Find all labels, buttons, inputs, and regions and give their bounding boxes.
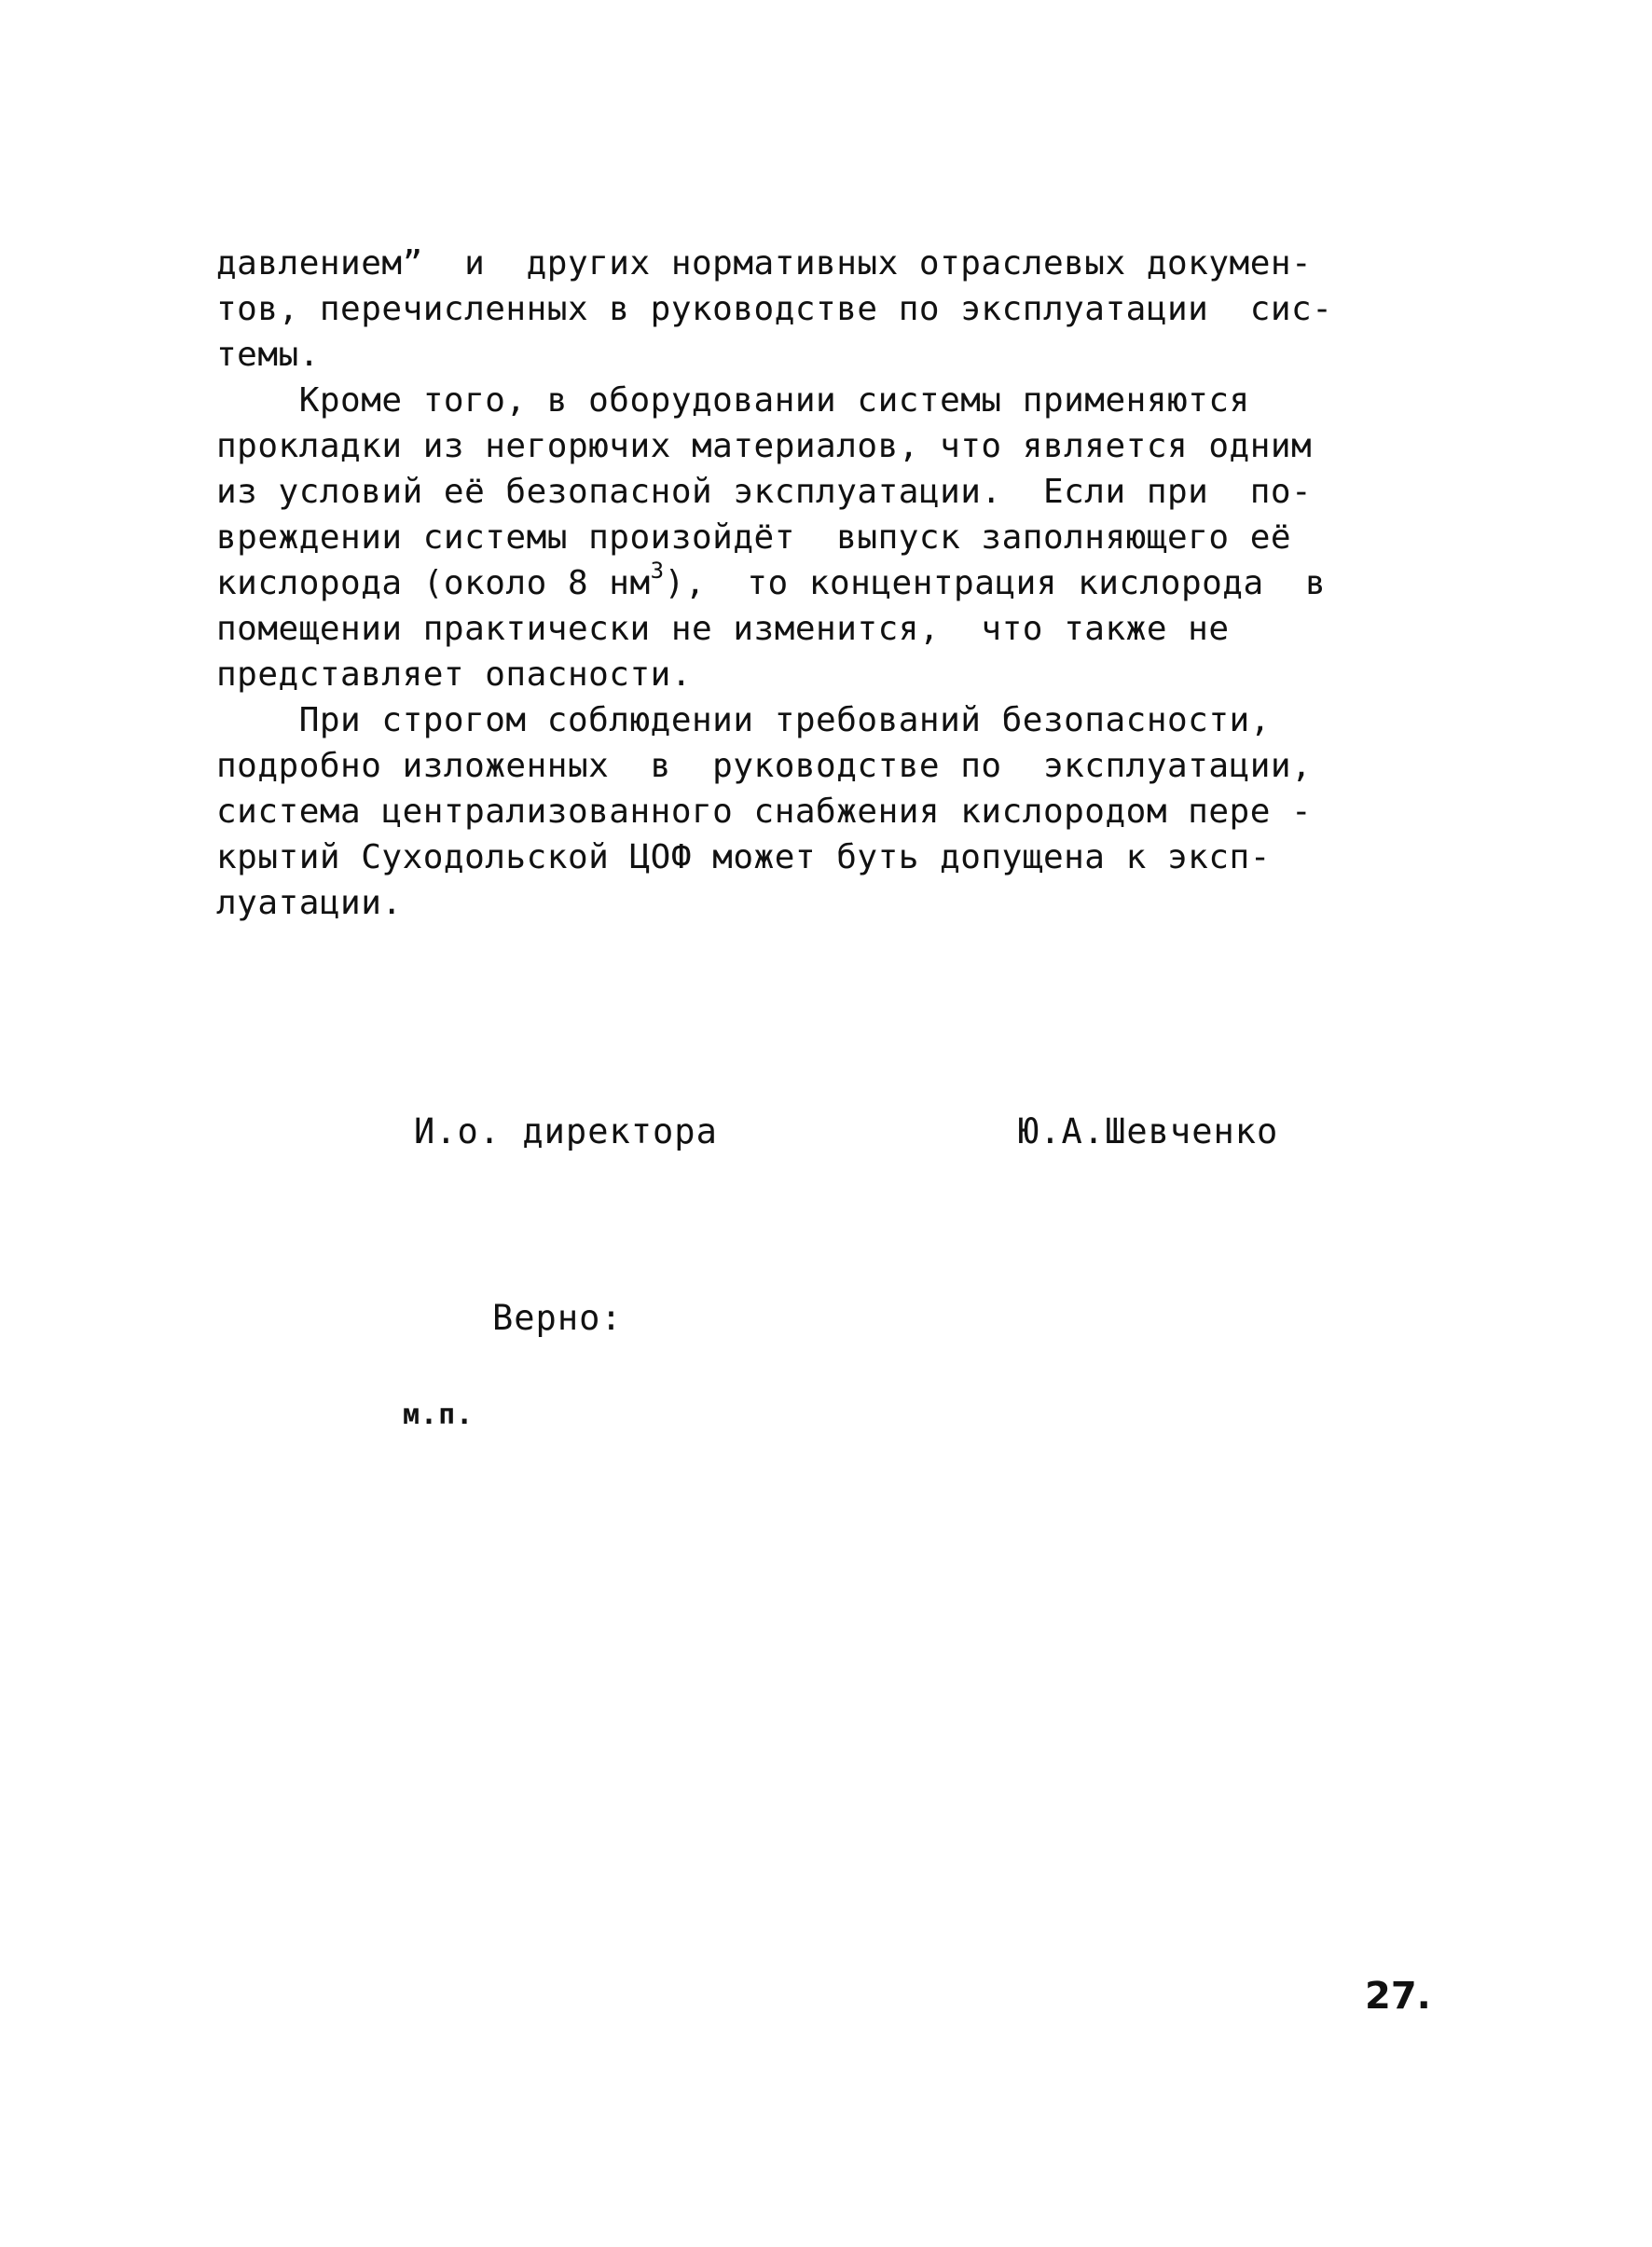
certified-label: Верно: — [492, 1298, 623, 1338]
text-line: тов, перечисленных в руководстве по эксплуатации сис- — [216, 290, 1333, 328]
text-fragment: кислорода (около 8 нм — [216, 564, 651, 602]
seal-mark: м.п. — [403, 1399, 475, 1431]
text-line: крытий Суходольской ЦОФ может буть допущена к эксп- — [216, 838, 1271, 876]
text-line: темы. — [216, 336, 320, 374]
text-line: прокладки из негорючих материалов, что является одним — [216, 427, 1313, 465]
superscript: 3 — [650, 558, 665, 584]
text-line: из условий её безопасной эксплуатации. Если при по- — [216, 473, 1313, 511]
text-line: луатации. — [216, 884, 403, 922]
text-line-with-superscript — [216, 560, 1428, 606]
signatory-name: Ю.А.Шевченко — [1018, 1111, 1279, 1151]
signatory-role: И.о. директора — [414, 1111, 718, 1151]
text-line: представляет опасности. — [216, 655, 692, 694]
text-line: Кроме того, в оборудовании системы применяются — [216, 381, 1250, 420]
text-line: подробно изложенных в руководстве по эксплуатации, — [216, 747, 1313, 785]
text-fragment: ), то концентрация кислорода в — [664, 564, 1327, 602]
text-line: вреждении системы произойдёт выпуск заполняющего её — [216, 518, 1292, 557]
body-text — [216, 241, 1428, 926]
text-line: давлением” и других нормативных отраслевых докумен- — [216, 244, 1313, 283]
text-line: помещении практически не изменится, что также не — [216, 610, 1230, 648]
text-line: При строгом соблюдении требований безопасности, — [216, 701, 1271, 739]
page-number: 27. — [1365, 1975, 1431, 2018]
text-line: система централизованного снабжения кислородом пере - — [216, 793, 1313, 831]
